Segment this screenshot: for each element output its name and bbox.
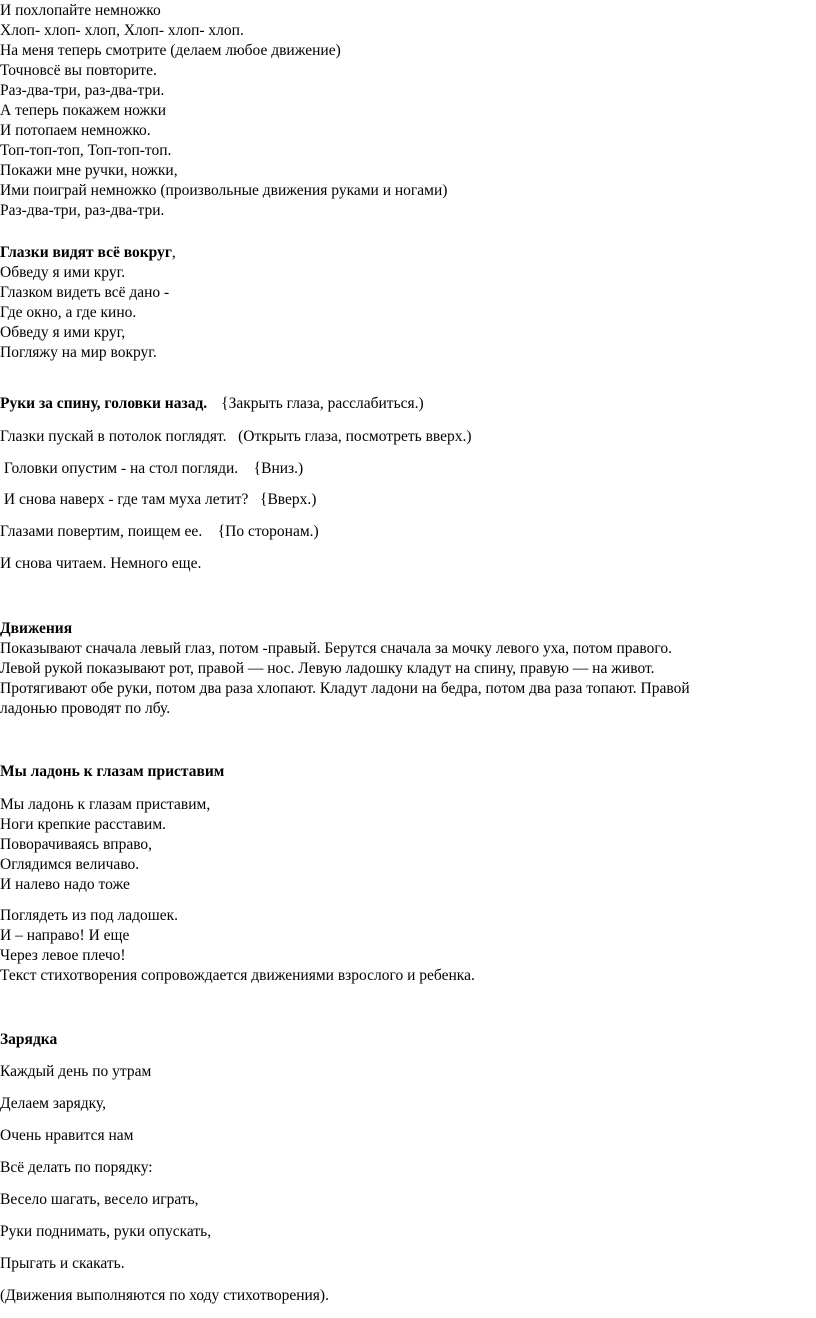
text-line: (Движения выполняются по ходу стихотворения).	[0, 1287, 329, 1304]
text-line: И снова наверх - где там муха летит? {Вверх.)	[0, 491, 317, 508]
heading-text: Руки за спину, головки назад.	[0, 395, 208, 412]
section-heading-exercise: Зарядка	[0, 1031, 58, 1048]
text-line: Протягивают обе руки, потом два раза хлопают. Кладут ладони на бедра, потом два раза топают. Правой	[0, 680, 690, 697]
heading-comma: ,	[171, 244, 176, 261]
text-line: Покажи мне ручки, ножки,	[0, 162, 178, 179]
text-line: Точновсё вы повторите.	[0, 62, 157, 79]
text-line: Поглядеть из под ладошек.	[0, 907, 178, 924]
text-line: Очень нравится нам	[0, 1127, 134, 1144]
text-line: Раз-два-три, раз-два-три.	[0, 202, 165, 219]
text-line: Погляжу на мир вокруг.	[0, 344, 157, 361]
text-line: Раз-два-три, раз-два-три.	[0, 82, 165, 99]
text-line: Делаем зарядку,	[0, 1095, 106, 1112]
section-heading-hands	[0, 394, 424, 414]
text-line: Ими поиграй немножко (произвольные движения руками и ногами)	[0, 182, 448, 199]
section-heading-palm: Мы ладонь к глазам приставим	[0, 763, 225, 780]
text-line: И потопаем немножко.	[0, 122, 151, 139]
text-line: Руки поднимать, руки опускать,	[0, 1223, 212, 1240]
heading-text: Глазки видят всё вокруг	[0, 244, 172, 261]
text-line: Глазки пускай в потолок поглядят. (Открыть глаза, посмотреть вверх.)	[0, 428, 472, 445]
text-line: Головки опустим - на стол погляди. {Вниз.)	[0, 460, 304, 477]
text-line: Всё делать по порядку:	[0, 1159, 153, 1176]
text-line: На меня теперь смотрите (делаем любое движение)	[0, 42, 341, 59]
text-line: Текст стихотворения сопровождается движениями взрослого и ребенка.	[0, 967, 475, 984]
section-heading-movements: Движения	[0, 620, 73, 637]
text-line: А теперь покажем ножки	[0, 102, 167, 119]
text-line: И похлопайте немножко	[0, 2, 161, 19]
text-line: Левой рукой показывают рот, правой — нос. Левую ладошку кладут на спину, правую — на живот.	[0, 660, 655, 677]
text-line: Показывают сначала левый глаз, потом -правый. Берутся сначала за мочку левого уха, потом правого.	[0, 640, 672, 657]
text-line: Обведу я ими круг.	[0, 264, 126, 281]
text-line: Глазами повертим, поищем ее. {По сторонам.)	[0, 523, 319, 540]
text-line: ладонью проводят по лбу.	[0, 700, 171, 717]
text-line: Ноги крепкие расставим.	[0, 816, 167, 833]
text-line: Мы ладонь к глазам приставим,	[0, 796, 211, 813]
text-line: Через левое плечо!	[0, 947, 126, 964]
text-line: Обведу я ими круг,	[0, 324, 126, 341]
heading-note: {Закрыть глаза, расслабиться.)	[221, 395, 424, 412]
text-line: Поворачиваясь вправо,	[0, 836, 153, 853]
text-line: И – направо! И еще	[0, 927, 130, 944]
text-line: Оглядимся величаво.	[0, 856, 140, 873]
text-line: Каждый день по утрам	[0, 1063, 152, 1080]
text-line: Весело шагать, весело играть,	[0, 1191, 199, 1208]
text-line: Хлоп- хлоп- хлоп, Хлоп- хлоп- хлоп.	[0, 22, 244, 39]
text-line: Глазком видеть всё дано -	[0, 284, 170, 301]
section-heading-eyes	[0, 243, 176, 263]
text-line: Топ-топ-топ, Топ-топ-топ.	[0, 142, 172, 159]
text-line: Прыгать и скакать.	[0, 1255, 125, 1272]
text-line: И налево надо тоже	[0, 876, 130, 893]
text-line: Где окно, а где кино.	[0, 304, 137, 321]
text-line: И снова читаем. Немного еще.	[0, 555, 202, 572]
